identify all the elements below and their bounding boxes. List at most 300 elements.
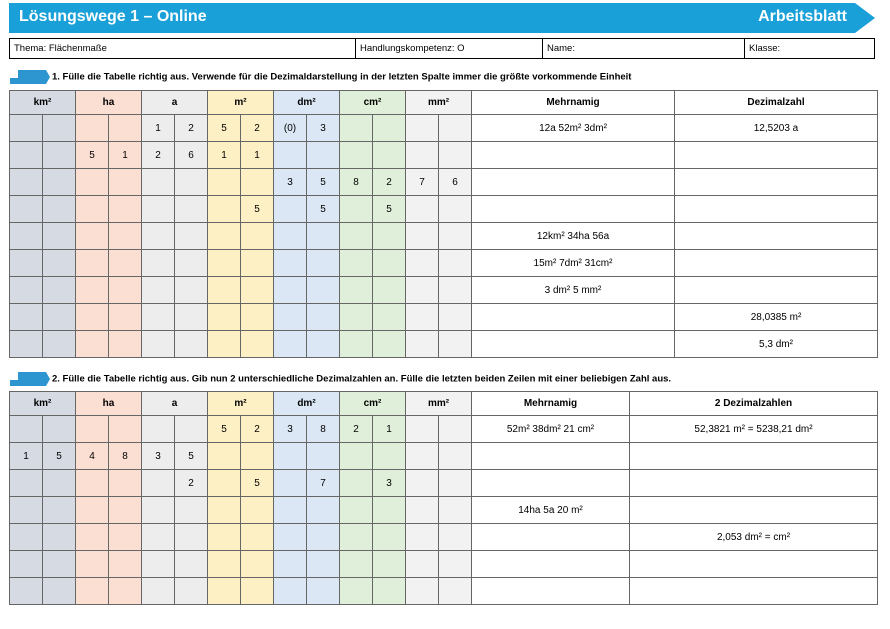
digit-cell[interactable] [373,115,406,142]
digit-cell[interactable] [439,277,472,304]
table-row [10,551,878,578]
digit-cell[interactable] [208,497,241,524]
table-row [10,142,878,169]
digit-cell[interactable] [142,331,175,358]
digit-cell[interactable] [373,524,406,551]
task2-table [9,391,878,605]
digit-cell[interactable] [76,304,109,331]
digit-cell[interactable] [109,304,142,331]
table-row [10,223,878,250]
digit-cell[interactable] [274,250,307,277]
dezimal-cell[interactable] [675,277,878,304]
table-row [10,443,878,470]
digit-cell[interactable]: 1 [373,416,406,443]
digit-cell[interactable] [373,250,406,277]
digit-cell[interactable] [307,578,340,605]
digit-cell[interactable] [274,277,307,304]
column-header: km² [10,392,76,416]
table-row [10,250,878,277]
digit-cell[interactable]: 8 [340,169,373,196]
digit-cell[interactable] [241,331,274,358]
digit-cell[interactable] [307,331,340,358]
digit-cell[interactable] [307,223,340,250]
digit-cell[interactable]: 2 [340,416,373,443]
digit-cell[interactable] [76,497,109,524]
digit-cell[interactable] [439,443,472,470]
digit-cell[interactable]: 5 [307,196,340,223]
mehrnamig-cell[interactable] [472,331,675,358]
digit-cell[interactable]: 5 [307,169,340,196]
dezimal-cell[interactable] [675,223,878,250]
header-row [10,91,878,115]
table-row [10,115,878,142]
task2-instruction [10,372,671,386]
digit-cell[interactable] [10,304,43,331]
digit-cell[interactable]: 4 [76,443,109,470]
digit-cell[interactable] [340,551,373,578]
digit-cell[interactable] [241,277,274,304]
digit-cell[interactable] [76,196,109,223]
digit-cell[interactable] [340,196,373,223]
digit-cell[interactable]: 5 [76,142,109,169]
digit-cell[interactable] [307,497,340,524]
digit-cell[interactable] [142,416,175,443]
digit-cell[interactable] [43,169,76,196]
digit-cell[interactable] [76,169,109,196]
digit-cell[interactable]: 5 [241,196,274,223]
digit-cell[interactable] [406,524,439,551]
column-header: ha [76,392,142,416]
mehrnamig-cell[interactable] [472,470,630,497]
digit-cell[interactable]: 2 [241,416,274,443]
digit-cell[interactable] [76,551,109,578]
mehrnamig-cell[interactable]: 12km² 34ha 56a [472,223,675,250]
task1-instruction-text: 1. Fülle die Tabelle richtig aus. Verwende für die Dezimaldarstellung in der letzten Spalte immer die größte vorkommende Einheit [52,71,632,83]
digit-cell[interactable] [76,524,109,551]
digit-cell[interactable] [142,196,175,223]
digit-cell[interactable] [208,331,241,358]
mehrnamig-cell[interactable] [472,196,675,223]
digit-cell[interactable] [142,277,175,304]
digit-cell[interactable]: 5 [373,196,406,223]
digit-cell[interactable] [142,250,175,277]
digit-cell[interactable] [241,524,274,551]
digit-cell[interactable] [76,331,109,358]
digit-cell[interactable]: 6 [439,169,472,196]
digit-cell[interactable] [142,223,175,250]
digit-cell[interactable] [274,551,307,578]
column-header: mm² [406,392,472,416]
digit-cell[interactable] [76,250,109,277]
digit-cell[interactable]: 3 [274,416,307,443]
task-marker-icon [10,70,48,84]
digit-cell[interactable] [208,223,241,250]
digit-cell[interactable] [274,443,307,470]
digit-cell[interactable] [10,416,43,443]
digit-cell[interactable] [43,497,76,524]
digit-cell[interactable] [241,578,274,605]
digit-cell[interactable] [43,115,76,142]
dezimal-cell[interactable] [630,551,878,578]
digit-cell[interactable] [109,115,142,142]
digit-cell[interactable] [43,416,76,443]
digit-cell[interactable] [241,304,274,331]
digit-cell[interactable] [340,497,373,524]
digit-cell[interactable] [274,196,307,223]
digit-cell[interactable]: 6 [175,142,208,169]
digit-cell[interactable] [208,304,241,331]
digit-cell[interactable]: 7 [406,169,439,196]
digit-cell[interactable] [208,196,241,223]
digit-cell[interactable] [10,250,43,277]
dezimal-cell[interactable] [675,196,878,223]
dezimal-cell[interactable]: 28,0385 m² [675,304,878,331]
digit-cell[interactable] [406,416,439,443]
digit-cell[interactable] [109,169,142,196]
column-header: ha [76,91,142,115]
table-row [10,277,878,304]
page-title: Lösungswege 1 – Online [19,8,207,25]
digit-cell[interactable] [175,331,208,358]
digit-cell[interactable] [10,277,43,304]
kompetenz-field: Handlungskompetenz: O [355,39,542,58]
digit-cell[interactable]: (0) [274,115,307,142]
digit-cell[interactable] [340,304,373,331]
mehrnamig-cell[interactable] [472,443,630,470]
digit-cell[interactable] [76,416,109,443]
digit-cell[interactable] [175,551,208,578]
digit-cell[interactable]: 2 [142,142,175,169]
digit-cell[interactable] [373,223,406,250]
column-header: m² [208,392,274,416]
digit-cell[interactable] [10,551,43,578]
digit-cell[interactable]: 8 [109,443,142,470]
digit-cell[interactable] [43,304,76,331]
digit-cell[interactable] [175,416,208,443]
task1-instruction [10,70,631,84]
digit-cell[interactable] [406,578,439,605]
digit-cell[interactable] [175,277,208,304]
digit-cell[interactable] [43,277,76,304]
table-row [10,524,878,551]
digit-cell[interactable] [439,142,472,169]
digit-cell[interactable] [340,524,373,551]
digit-cell[interactable]: 5 [43,443,76,470]
digit-cell[interactable] [109,223,142,250]
digit-cell[interactable] [175,578,208,605]
digit-cell[interactable] [43,250,76,277]
klasse-field[interactable]: Klasse: [744,39,874,58]
column-header: cm² [340,392,406,416]
digit-cell[interactable]: 7 [307,470,340,497]
digit-cell[interactable] [109,277,142,304]
digit-cell[interactable]: 1 [142,115,175,142]
digit-cell[interactable]: 2 [175,470,208,497]
digit-cell[interactable] [142,524,175,551]
digit-cell[interactable] [373,551,406,578]
digit-cell[interactable] [208,470,241,497]
digit-cell[interactable] [43,223,76,250]
digit-cell[interactable] [208,250,241,277]
mehrnamig-cell[interactable] [472,142,675,169]
digit-cell[interactable] [175,169,208,196]
digit-cell[interactable] [340,578,373,605]
digit-cell[interactable] [274,331,307,358]
table-row [10,169,878,196]
digit-cell[interactable] [439,196,472,223]
digit-cell[interactable] [10,470,43,497]
digit-cell[interactable] [175,497,208,524]
digit-cell[interactable] [274,470,307,497]
digit-cell[interactable] [406,551,439,578]
digit-cell[interactable]: 2 [175,115,208,142]
dezimal-cell[interactable]: 5,3 dm² [675,331,878,358]
digit-cell[interactable] [274,524,307,551]
dezimal-cell[interactable] [675,250,878,277]
mehrnamig-cell[interactable]: 15m² 7dm² 31cm² [472,250,675,277]
digit-cell[interactable] [307,551,340,578]
digit-cell[interactable] [109,497,142,524]
digit-cell[interactable] [10,196,43,223]
digit-cell[interactable] [340,443,373,470]
digit-cell[interactable] [208,277,241,304]
digit-cell[interactable] [439,223,472,250]
digit-cell[interactable] [373,497,406,524]
column-header: km² [10,91,76,115]
digit-cell[interactable] [373,331,406,358]
digit-cell[interactable] [274,223,307,250]
mehrnamig-cell[interactable] [472,169,675,196]
digit-cell[interactable]: 5 [241,470,274,497]
digit-cell[interactable]: 5 [208,115,241,142]
digit-cell[interactable] [274,497,307,524]
digit-cell[interactable] [439,331,472,358]
digit-cell[interactable] [175,524,208,551]
dezimal-cell[interactable]: 2,053 dm² = cm² [630,524,878,551]
digit-cell[interactable]: 5 [175,443,208,470]
dezimal-cell[interactable]: 52,3821 m² = 5238,21 dm² [630,416,878,443]
digit-cell[interactable] [406,277,439,304]
digit-cell[interactable]: 3 [274,169,307,196]
digit-cell[interactable] [10,142,43,169]
digit-cell[interactable]: 3 [142,443,175,470]
table-row [10,497,878,524]
digit-cell[interactable] [142,169,175,196]
digit-cell[interactable] [43,196,76,223]
digit-cell[interactable] [439,551,472,578]
digit-cell[interactable]: 1 [10,443,43,470]
digit-cell[interactable] [208,169,241,196]
digit-cell[interactable] [43,524,76,551]
digit-cell[interactable] [109,524,142,551]
digit-cell[interactable] [373,277,406,304]
digit-cell[interactable] [76,223,109,250]
digit-cell[interactable] [307,524,340,551]
digit-cell[interactable] [274,578,307,605]
digit-cell[interactable] [406,331,439,358]
digit-cell[interactable] [10,497,43,524]
digit-cell[interactable]: 1 [208,142,241,169]
digit-cell[interactable] [406,470,439,497]
mehrnamig-cell[interactable]: 12a 52m² 3dm² [472,115,675,142]
dezimal-cell[interactable] [630,443,878,470]
digit-cell[interactable] [439,524,472,551]
digit-cell[interactable] [439,470,472,497]
digit-cell[interactable] [307,250,340,277]
dezimal-cell[interactable] [675,169,878,196]
digit-cell[interactable] [439,304,472,331]
digit-cell[interactable] [406,196,439,223]
mehrnamig-cell[interactable] [472,304,675,331]
digit-cell[interactable] [307,142,340,169]
table-row [10,331,878,358]
digit-cell[interactable] [307,277,340,304]
digit-cell[interactable] [406,115,439,142]
digit-cell[interactable]: 8 [307,416,340,443]
digit-cell[interactable] [406,443,439,470]
digit-cell[interactable]: 3 [307,115,340,142]
digit-cell[interactable] [406,304,439,331]
digit-cell[interactable] [241,223,274,250]
digit-cell[interactable] [406,250,439,277]
task-marker-icon [10,372,48,386]
thema-field: Thema: Flächenmaße [14,43,107,54]
digit-cell[interactable] [142,551,175,578]
digit-cell[interactable] [142,497,175,524]
column-header: Mehrnamig [472,392,630,416]
digit-cell[interactable] [142,578,175,605]
digit-cell[interactable] [109,416,142,443]
digit-cell[interactable] [340,250,373,277]
digit-cell[interactable] [10,524,43,551]
digit-cell[interactable] [208,578,241,605]
column-header: a [142,392,208,416]
digit-cell[interactable] [340,142,373,169]
digit-cell[interactable] [10,115,43,142]
digit-cell[interactable] [109,470,142,497]
digit-cell[interactable] [241,497,274,524]
mehrnamig-cell[interactable]: 14ha 5a 20 m² [472,497,630,524]
digit-cell[interactable] [109,578,142,605]
digit-cell[interactable] [109,196,142,223]
digit-cell[interactable] [76,578,109,605]
dezimal-cell[interactable] [630,470,878,497]
digit-cell[interactable] [43,331,76,358]
mehrnamig-cell[interactable]: 3 dm² 5 mm² [472,277,675,304]
column-header: dm² [274,392,340,416]
digit-cell[interactable] [175,196,208,223]
digit-cell[interactable] [208,443,241,470]
column-header: mm² [406,91,472,115]
digit-cell[interactable]: 5 [208,416,241,443]
digit-cell[interactable] [10,169,43,196]
digit-cell[interactable] [406,142,439,169]
digit-cell[interactable] [307,304,340,331]
digit-cell[interactable] [10,578,43,605]
digit-cell[interactable]: 3 [373,470,406,497]
digit-cell[interactable]: 1 [109,142,142,169]
digit-cell[interactable] [43,578,76,605]
header-row [10,392,878,416]
digit-cell[interactable] [307,443,340,470]
digit-cell[interactable] [175,223,208,250]
mehrnamig-cell[interactable]: 52m² 38dm² 21 cm² [472,416,630,443]
digit-cell[interactable] [241,551,274,578]
digit-cell[interactable] [274,142,307,169]
digit-cell[interactable] [43,551,76,578]
worksheet-label: Arbeitsblatt [758,8,847,25]
digit-cell[interactable] [406,223,439,250]
mehrnamig-cell[interactable] [472,551,630,578]
digit-cell[interactable] [373,578,406,605]
table-row [10,416,878,443]
digit-cell[interactable] [10,223,43,250]
dezimal-cell[interactable] [675,142,878,169]
mehrnamig-cell[interactable] [472,524,630,551]
column-header: dm² [274,91,340,115]
name-field[interactable]: Name: [542,39,744,58]
digit-cell[interactable] [142,304,175,331]
dezimal-cell[interactable]: 12,5203 a [675,115,878,142]
digit-cell[interactable]: 2 [241,115,274,142]
digit-cell[interactable] [175,304,208,331]
digit-cell[interactable] [208,524,241,551]
mehrnamig-cell[interactable] [472,578,630,605]
digit-cell[interactable]: 1 [241,142,274,169]
digit-cell[interactable] [439,416,472,443]
digit-cell[interactable] [208,551,241,578]
digit-cell[interactable] [109,250,142,277]
dezimal-cell[interactable] [630,578,878,605]
table-row [10,304,878,331]
digit-cell[interactable] [43,142,76,169]
digit-cell[interactable] [439,250,472,277]
digit-cell[interactable] [439,578,472,605]
digit-cell[interactable] [373,443,406,470]
digit-cell[interactable] [175,250,208,277]
digit-cell[interactable] [340,223,373,250]
digit-cell[interactable] [373,142,406,169]
dezimal-cell[interactable] [630,497,878,524]
digit-cell[interactable] [142,470,175,497]
digit-cell[interactable] [406,497,439,524]
digit-cell[interactable] [76,115,109,142]
digit-cell[interactable] [439,115,472,142]
column-header: m² [208,91,274,115]
digit-cell[interactable] [43,470,76,497]
task2-instruction-text: 2. Fülle die Tabelle richtig aus. Gib nun 2 unterschiedliche Dezimalzahlen an. Fülle die letzten beiden Zeilen mit einer beliebigen Zahl aus. [52,373,672,385]
digit-cell[interactable] [241,169,274,196]
digit-cell[interactable] [340,331,373,358]
digit-cell[interactable] [109,551,142,578]
digit-cell[interactable]: 2 [373,169,406,196]
digit-cell[interactable] [10,331,43,358]
digit-cell[interactable] [340,115,373,142]
digit-cell[interactable] [274,304,307,331]
digit-cell[interactable] [241,250,274,277]
digit-cell[interactable] [241,443,274,470]
table-row [10,470,878,497]
digit-cell[interactable] [340,470,373,497]
digit-cell[interactable] [373,304,406,331]
digit-cell[interactable] [76,470,109,497]
digit-cell[interactable] [439,497,472,524]
digit-cell[interactable] [76,277,109,304]
task1-table [9,90,878,358]
digit-cell[interactable] [109,331,142,358]
digit-cell[interactable] [340,277,373,304]
column-header: 2 Dezimalzahlen [630,392,878,416]
